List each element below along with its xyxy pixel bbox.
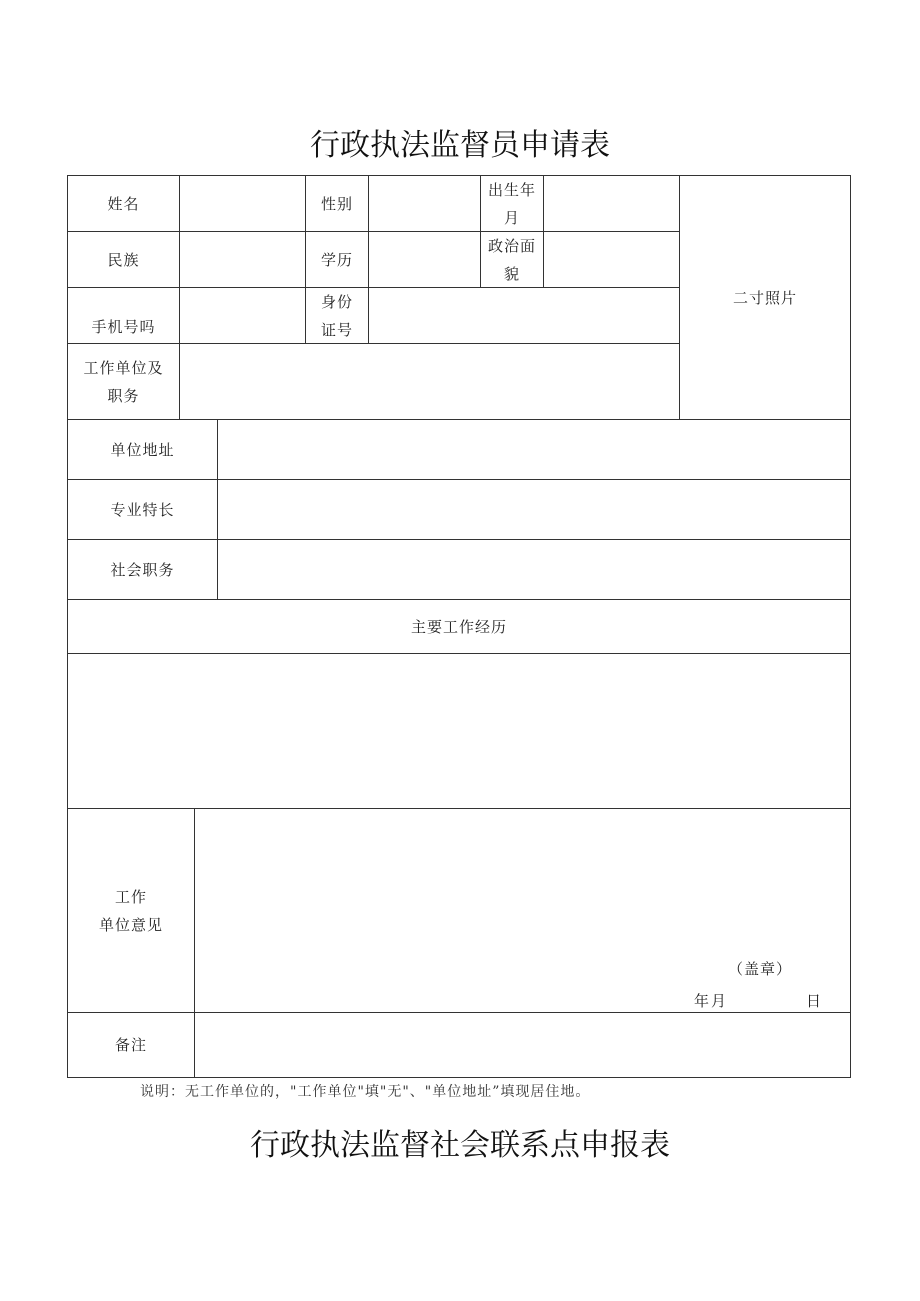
opinion-label-line1: 工作 (114, 887, 147, 906)
id-label-line2: 证号 (320, 320, 353, 339)
education-field[interactable] (368, 231, 481, 288)
ethnicity-label: 民族 (67, 231, 180, 288)
work-unit-label (67, 343, 180, 420)
gender-label: 性别 (305, 175, 369, 232)
political-label-line2: 貌 (503, 264, 520, 283)
birth-label-line2: 月 (503, 208, 520, 227)
opinion-label-line2: 单位意见 (98, 915, 163, 934)
name-label: 姓名 (67, 175, 180, 232)
social-position-label: 社会职务 (67, 539, 218, 600)
birth-label-line1: 出生年 (487, 180, 536, 199)
experience-header: 主要工作经历 (67, 599, 851, 654)
work-unit-field[interactable] (179, 343, 680, 420)
phone-label: 手机号吗 (67, 287, 180, 344)
remarks-field[interactable] (194, 1012, 851, 1078)
political-label-line1: 政治面 (487, 236, 536, 255)
application-form (68, 176, 852, 1079)
specialty-label: 专业特长 (67, 479, 218, 540)
photo-box[interactable]: 二寸照片 (679, 175, 851, 420)
page-title: 行政执法监督员申请表 (310, 128, 610, 163)
ethnicity-field[interactable] (179, 231, 306, 288)
education-label: 学历 (305, 231, 369, 288)
political-label (480, 231, 544, 288)
political-field[interactable] (543, 231, 680, 288)
remarks-label: 备注 (67, 1012, 195, 1078)
id-label-line1: 身份 (320, 292, 353, 311)
gender-field[interactable] (368, 175, 481, 232)
id-label (305, 287, 369, 344)
second-form-title: 行政执法监督社会联系点申报表 (250, 1128, 670, 1163)
birth-field[interactable] (543, 175, 680, 232)
name-field[interactable] (179, 175, 306, 232)
opinion-label (67, 808, 195, 1013)
specialty-field[interactable] (217, 479, 851, 540)
birth-label (480, 175, 544, 232)
experience-field[interactable] (67, 653, 851, 809)
date-year-month: 年月 (693, 992, 728, 1010)
address-label: 单位地址 (67, 419, 218, 480)
seal-label: （盖章） (727, 960, 792, 978)
date-day: 日 (805, 992, 822, 1010)
social-position-field[interactable] (217, 539, 851, 600)
footnote: 说明：无工作单位的，"工作单位"填"无"、"单位地址”填现居住地。 (140, 1084, 591, 1100)
work-unit-label-line2: 职务 (107, 386, 140, 405)
opinion-field[interactable] (194, 808, 851, 1013)
work-unit-label-line1: 工作单位及 (83, 358, 164, 377)
phone-field[interactable] (179, 287, 306, 344)
id-field[interactable] (368, 287, 680, 344)
address-field[interactable] (217, 419, 851, 480)
